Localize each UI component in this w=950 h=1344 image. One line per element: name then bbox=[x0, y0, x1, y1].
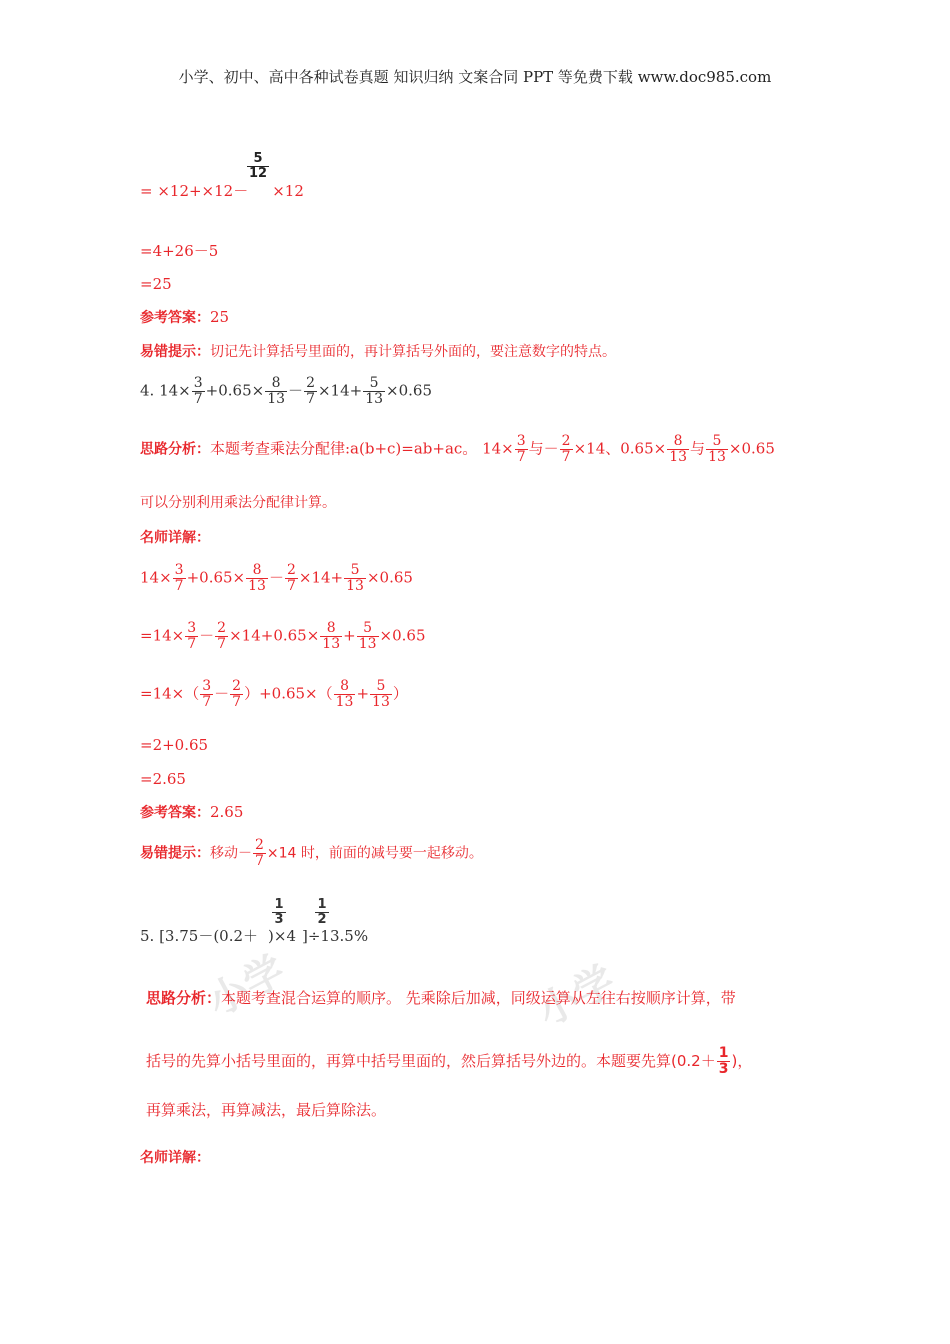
fraction: $\frac{3}{7}$ bbox=[187, 620, 197, 652]
analysis-5-line-2: 括号的先算小括号里面的，再算中括号里面的，然后算括号外边的。本题要先算(0.2＋ $\frac{1}{3}$ )， bbox=[146, 1045, 753, 1077]
answer-4: 参考答案：2.65 bbox=[140, 803, 244, 821]
page-header: 小学、初中、高中各种试卷真题 知识归纳 文案合同 PPT 等免费下载 www.doc985.com bbox=[178, 68, 772, 86]
fraction: $\frac{3}{7}$ bbox=[202, 678, 212, 710]
fraction: $\frac{3}{7}$ bbox=[193, 375, 203, 407]
fraction: $\frac{8}{13}$ bbox=[322, 620, 341, 652]
analysis-5-line-3: 再算乘法，再算减法，最后算除法。 bbox=[146, 1101, 387, 1119]
fraction: $\frac{3}{7}$ bbox=[174, 562, 184, 594]
fraction: $\frac{8}{13}$ bbox=[248, 562, 266, 594]
fraction-1-2: 1 2 bbox=[315, 898, 329, 927]
tip-4: 易错提示：移动－ $\frac{2}{7}$ ×14 时，前面的减号要一起移动。 bbox=[140, 837, 483, 869]
analysis-5-line-1: 思路分析：本题考查混合运算的顺序。 先乘除后加减，同级运算从左往右按顺序计算，带 bbox=[146, 989, 736, 1007]
step-line-1: = ×12+×12－ ×12 bbox=[140, 182, 304, 200]
fraction: $\frac{3}{7}$ bbox=[516, 433, 526, 465]
tip-1: 易错提示：切记先计算括号里面的，再计算括号外面的，要注意数字的特点。 bbox=[140, 344, 616, 360]
fraction: $\frac{2}{7}$ bbox=[286, 562, 296, 594]
fraction-1-3: 1 3 bbox=[272, 898, 286, 927]
analysis-4: 思路分析：本题考查乘法分配律:a(b+c)=ab+ac。 14× $\frac{3}{7}$ 与－ $\frac{2}{7}$ ×14、0.65× $\frac{8}{13}$ 与 $\frac{5}{13}$ ×0.65 bbox=[140, 433, 775, 465]
solution-step-1: 14× $\frac{3}{7}$ +0.65× $\frac{8}{13}$ － $\frac{2}{7}$ ×14+ $\frac{5}{13}$ ×0.65 bbox=[140, 562, 413, 594]
watermark: 小学 bbox=[200, 947, 293, 1026]
fraction: $\frac{1}{3}$ bbox=[718, 1045, 729, 1077]
step-line-3: =25 bbox=[140, 275, 172, 293]
fraction-5-12: 5 12 bbox=[248, 151, 268, 181]
fraction: $\frac{5}{13}$ bbox=[358, 620, 377, 652]
detail-5-label: 名师详解： bbox=[140, 1150, 210, 1166]
fraction: $\frac{2}{7}$ bbox=[217, 620, 227, 652]
fraction: $\frac{5}{13}$ bbox=[365, 375, 384, 407]
fraction: $\frac{2}{7}$ bbox=[232, 678, 242, 710]
question-5: 5. [3.75－(0.2＋ )×4 ]÷13.5% bbox=[140, 927, 369, 945]
step-line-2: =4+26－5 bbox=[140, 242, 219, 260]
fraction: $\frac{5}{13}$ bbox=[346, 562, 364, 594]
fraction: $\frac{8}{13}$ bbox=[335, 678, 354, 710]
fraction: $\frac{5}{13}$ bbox=[372, 678, 390, 710]
solution-step-2: =14× $\frac{3}{7}$ － $\frac{2}{7}$ ×14+0.65× $\frac{8}{13}$ + $\frac{5}{13}$ ×0.65 bbox=[140, 620, 426, 652]
solution-step-5: =2.65 bbox=[140, 770, 186, 788]
answer-1: 参考答案：25 bbox=[140, 308, 230, 326]
analysis-4-line-2: 可以分别利用乘法分配律计算。 bbox=[140, 495, 336, 511]
fraction: $\frac{2}{7}$ bbox=[561, 433, 571, 465]
watermark: 小学 bbox=[530, 957, 623, 1036]
question-4: 4. 14× $\frac{3}{7}$ +0.65× $\frac{8}{13}$ － $\frac{2}{7}$ ×14+ $\frac{5}{13}$ ×0.65 bbox=[140, 375, 433, 407]
fraction: $\frac{2}{7}$ bbox=[255, 837, 264, 869]
detail-4-label: 名师详解： bbox=[140, 530, 210, 546]
solution-step-3: =14×（ $\frac{3}{7}$ － $\frac{2}{7}$ ）+0.65×（ $\frac{8}{13}$ + $\frac{5}{13}$ ） bbox=[140, 678, 408, 710]
fraction: $\frac{8}{13}$ bbox=[267, 375, 286, 407]
solution-step-4: =2+0.65 bbox=[140, 736, 209, 754]
fraction: $\frac{5}{13}$ bbox=[708, 433, 726, 465]
fraction: $\frac{8}{13}$ bbox=[669, 433, 688, 465]
fraction: $\frac{2}{7}$ bbox=[306, 375, 315, 407]
